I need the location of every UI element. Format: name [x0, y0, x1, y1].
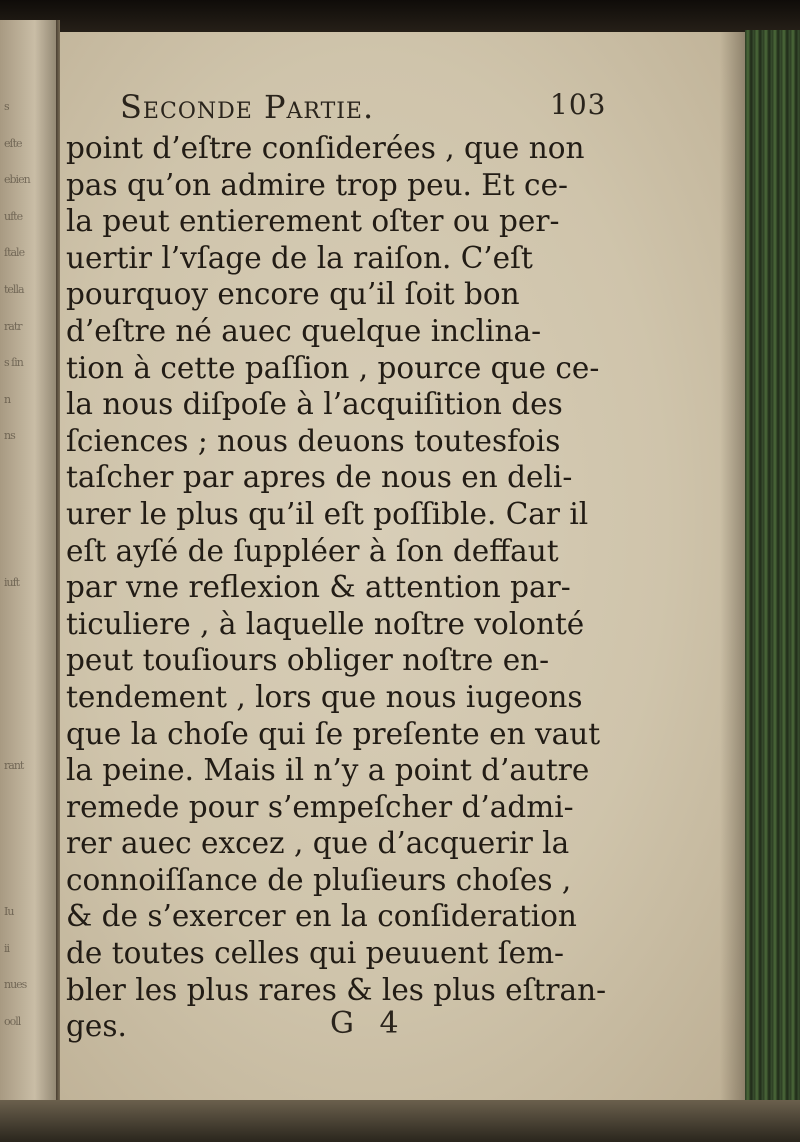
text-line: tendement , lors que nous iugeons — [66, 679, 583, 714]
text-line: taſcher par apres de nous en deli- — [66, 460, 573, 495]
text-line: connoiſſance de pluſieurs choſes , — [66, 862, 572, 897]
text-line: uertir l’vſage de la raiſon. C’eſt — [66, 240, 533, 275]
running-head — [120, 88, 700, 128]
left-page-fragment — [4, 832, 44, 846]
text-body — [66, 130, 706, 1045]
left-page-fragment: ebien — [4, 173, 30, 187]
text-line: ſciences ; nous deuons toutesfois — [66, 423, 561, 458]
left-page-fragment — [4, 649, 44, 663]
text-line: peut touſiours obliger noſtre en- — [66, 643, 550, 678]
bottom-edge — [0, 1100, 800, 1142]
left-page-fragment: s ſin — [4, 356, 23, 370]
text-line: eſt ayſé de ſuppléer à ſon deffaut — [66, 533, 559, 568]
text-line: la peut entierement oſter ou per- — [66, 204, 560, 239]
text-line: la peine. Mais il n’y a point d’autre — [66, 753, 590, 788]
text-line: de toutes celles qui peuuent ſem- — [66, 936, 565, 971]
left-page-fragment: ufte — [4, 209, 23, 223]
left-page-fragment — [4, 795, 44, 809]
left-page-fragment: iuft — [4, 575, 20, 589]
left-page-fragment: n — [4, 392, 11, 406]
text-line: urer le plus qu’il eſt poſſible. Car il — [66, 496, 589, 531]
left-page-fragment: ſtale — [4, 246, 25, 260]
left-page-fragment — [4, 869, 44, 883]
text-line: pourquoy encore qu’il ſoit bon — [66, 277, 520, 312]
text-line: point d’eſtre conſiderées , que non — [66, 131, 585, 165]
signature-mark: G 4 — [330, 1006, 407, 1041]
left-page-fragment — [4, 612, 44, 626]
left-page-fragment: ratr — [4, 319, 22, 333]
text-line: & de s’exercer en la conſideration — [66, 899, 577, 934]
running-title: Seconde Partie. — [120, 88, 375, 126]
text-line: d’eſtre né auec quelque inclina- — [66, 313, 542, 348]
text-line: ges. — [66, 1009, 127, 1044]
left-page-fragment: nues — [4, 978, 27, 992]
left-page-fragment: ns — [4, 429, 15, 443]
left-page-fragment — [4, 686, 44, 700]
left-page-fragment: Iu — [4, 905, 14, 919]
text-line: par vne reflexion & attention par- — [66, 570, 571, 605]
left-facing-page — [0, 20, 58, 1142]
left-page-fragment: ii — [4, 941, 10, 955]
left-page-fragment: s — [4, 100, 9, 113]
text-line: ticuliere , à laquelle noſtre volonté — [66, 606, 585, 641]
left-page-fragment — [4, 722, 44, 736]
left-page-fragment: tella — [4, 283, 24, 296]
left-page-fragment: eſte — [4, 136, 22, 150]
text-line: que la choſe qui ſe preſente en vaut — [66, 716, 601, 751]
text-line: pas qu’on admire trop peu. Et ce- — [66, 167, 568, 202]
left-page-fragment: ooll — [4, 1015, 21, 1028]
text-line: remede pour s’empeſcher d’admi- — [66, 789, 574, 824]
left-page-fragment — [4, 503, 44, 517]
text-line: tion à cette paſſion , pource que ce- — [66, 350, 600, 385]
left-page-fragment — [4, 539, 44, 553]
page-number: 103 — [550, 88, 607, 121]
left-page-fragment — [4, 466, 44, 480]
text-line: la nous diſpoſe à l’acquiſition des — [66, 387, 563, 422]
text-line: bler les plus rares & les plus eſtran- — [66, 972, 607, 1007]
text-line: rer auec excez , que d’acquerir la — [66, 826, 570, 861]
left-page-fragment: rant — [4, 758, 24, 772]
page-stack-edge — [745, 30, 800, 1142]
